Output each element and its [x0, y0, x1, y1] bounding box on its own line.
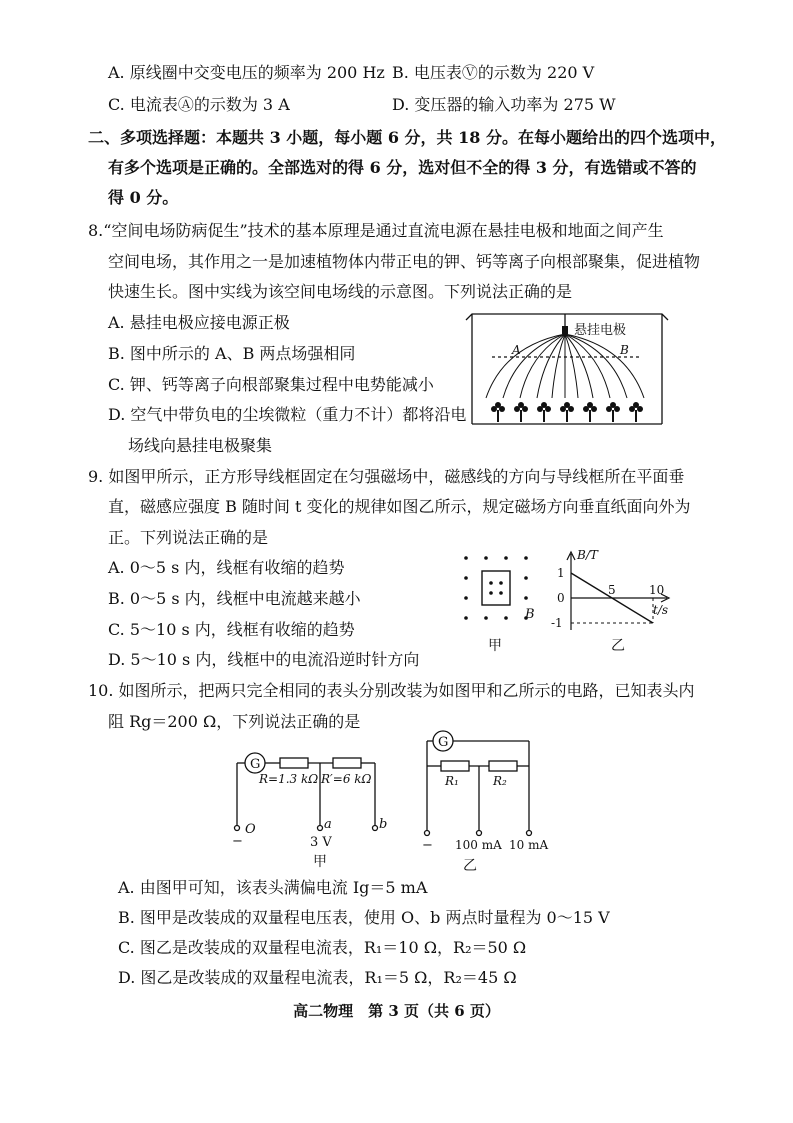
q9-stem-3: 正。下列说法正确的是	[108, 528, 269, 547]
q8-option-d-line-2: 场线向悬挂电极聚集	[128, 436, 273, 455]
q8-option-c: C. 钾、钙等离子向根部聚集过程中电势能减小	[108, 375, 434, 394]
section-header-line-2: 有多个选项是正确的。全部选对的得 6 分，选对但不全的得 3 分，有选错或不答的	[108, 158, 697, 177]
q9-option-d: D. 5～10 s 内，线框中的电流沿逆时针方向	[108, 650, 420, 669]
q9-caption-jia: 甲	[488, 638, 502, 654]
q7-option-c: C. 电流表Ⓐ的示数为 3 A	[108, 95, 290, 114]
jia-terminal-a	[318, 826, 323, 831]
q8-electrode-label: 悬挂电极	[574, 323, 627, 338]
q8-point-a: A	[512, 343, 521, 357]
q9-option-c: C. 5～10 s 内，线框有收缩的趋势	[108, 620, 355, 639]
jia-r-label: R=1.3 kΩ	[259, 772, 319, 786]
q9-stem-2: 直，磁感应强度 B 随时间 t 变化的规律如图乙所示，规定磁场方向垂直纸面向外为	[108, 497, 691, 516]
q8-option-a: A. 悬挂电极应接电源正极	[108, 313, 290, 332]
jia-resistor-r-prime	[333, 758, 361, 768]
q7-option-b: B. 电压表Ⓥ的示数为 220 V	[392, 63, 595, 82]
jia-o-label: O	[245, 822, 256, 837]
q8-point-b: B	[620, 343, 629, 357]
q10-circuit-jia	[225, 745, 400, 873]
q8-stem-3: 快速生长。图中实线为该空间电场线的示意图。下列说法正确的是	[108, 282, 573, 301]
yi-r2-label: R₂	[493, 774, 507, 788]
q8-option-d-line-1: D. 空气中带负电的尘埃微粒（重力不计）都将沿电	[108, 405, 467, 424]
q10-stem-2: 阻 Rg＝200 Ω，下列说法正确的是	[108, 712, 361, 731]
q9-caption-yi: 乙	[611, 638, 625, 654]
jia-minus-label: −	[232, 834, 243, 849]
q9-square-frame	[482, 571, 510, 605]
q8-box-top	[466, 314, 668, 320]
q9-option-b: B. 0～5 s 内，线框中电流越来越小	[108, 589, 361, 608]
q7-option-d: D. 变压器的输入功率为 275 W	[392, 95, 616, 114]
q8-plants	[491, 402, 643, 422]
q9-stem-1: 9. 如图甲所示，正方形导线框固定在匀强磁场中，磁感线的方向与导线框所在平面垂	[88, 467, 685, 486]
q9-option-a: A. 0～5 s 内，线框有收缩的趋势	[108, 558, 345, 577]
q10-stem-1: 10. 如图所示，把两只完全相同的表头分别改装为如图甲和乙所示的电路，已知表头内	[88, 681, 695, 700]
q8-field-figure	[462, 308, 672, 430]
yi-caption: 乙	[463, 858, 477, 874]
section-header-line-3: 得 0 分。	[108, 188, 179, 207]
jia-caption: 甲	[313, 854, 327, 870]
yi-resistor-r2	[489, 761, 517, 771]
chart-x-label: t/s	[653, 603, 669, 617]
yi-terminal-10ma	[527, 831, 532, 836]
yi-range-2: 10 mA	[509, 838, 549, 852]
q8-stem-1: 8.“空间电场防病促生”技术的基本原理是通过直流电源在悬挂电极和地面之间产生	[88, 221, 664, 240]
jia-b-label: b	[379, 817, 388, 832]
yi-minus-label: −	[422, 838, 433, 853]
yi-range-1: 100 mA	[455, 838, 502, 852]
yi-r1-label: R₁	[445, 774, 459, 788]
jia-range-a: 3 V	[310, 835, 332, 850]
q10-circuit-yi	[413, 728, 563, 876]
chart-y-tick-0: 1	[557, 566, 565, 580]
chart-x-tick-0: 5	[608, 583, 616, 597]
jia-terminal-b	[373, 826, 378, 831]
page-footer: 高二物理 第 3 页（共 6 页）	[293, 1002, 500, 1020]
q9-field-label: B	[525, 607, 535, 622]
yi-terminal-100ma	[477, 831, 482, 836]
yi-galvanometer-label: G	[438, 735, 449, 750]
q10-option-a: A. 由图甲可知，该表头满偏电流 Ig＝5 mA	[118, 878, 428, 897]
yi-terminal-minus	[425, 831, 430, 836]
jia-terminal-o	[235, 826, 240, 831]
section-header-line-1: 二、多项选择题：本题共 3 小题，每小题 6 分，共 18 分。在每小题给出的四个选项中，	[88, 128, 726, 147]
jia-galvanometer-label: G	[250, 757, 261, 772]
q9-bt-chart	[547, 548, 677, 656]
jia-a-label: a	[324, 817, 332, 832]
jia-resistor-r	[280, 758, 308, 768]
q10-option-d: D. 图乙是改装成的双量程电流表，R₁＝5 Ω，R₂＝45 Ω	[118, 968, 517, 987]
q7-option-a: A. 原线圈中交变电压的频率为 200 Hz	[108, 63, 385, 82]
jia-r-prime-label: R′=6 kΩ	[321, 772, 372, 786]
q9-figure-jia	[455, 548, 550, 656]
yi-resistor-r1	[441, 761, 469, 771]
chart-y-label: B/T	[577, 548, 598, 562]
chart-y-tick-1: 0	[557, 591, 565, 605]
q10-option-c: C. 图乙是改装成的双量程电流表，R₁＝10 Ω，R₂＝50 Ω	[118, 938, 527, 957]
q10-option-b: B. 图甲是改装成的双量程电压表，使用 O、b 两点时量程为 0～15 V	[118, 908, 610, 927]
q8-stem-2: 空间电场，其作用之一是加速植物体内带正电的钾、钙等离子向根部聚集，促进植物	[108, 252, 701, 271]
q9-field-dots	[464, 556, 528, 620]
q8-option-b: B. 图中所示的 A、B 两点场强相同	[108, 344, 356, 363]
chart-x-tick-1: 10	[649, 583, 665, 597]
q8-electrode	[562, 326, 568, 334]
chart-y-tick-2: -1	[551, 616, 563, 630]
